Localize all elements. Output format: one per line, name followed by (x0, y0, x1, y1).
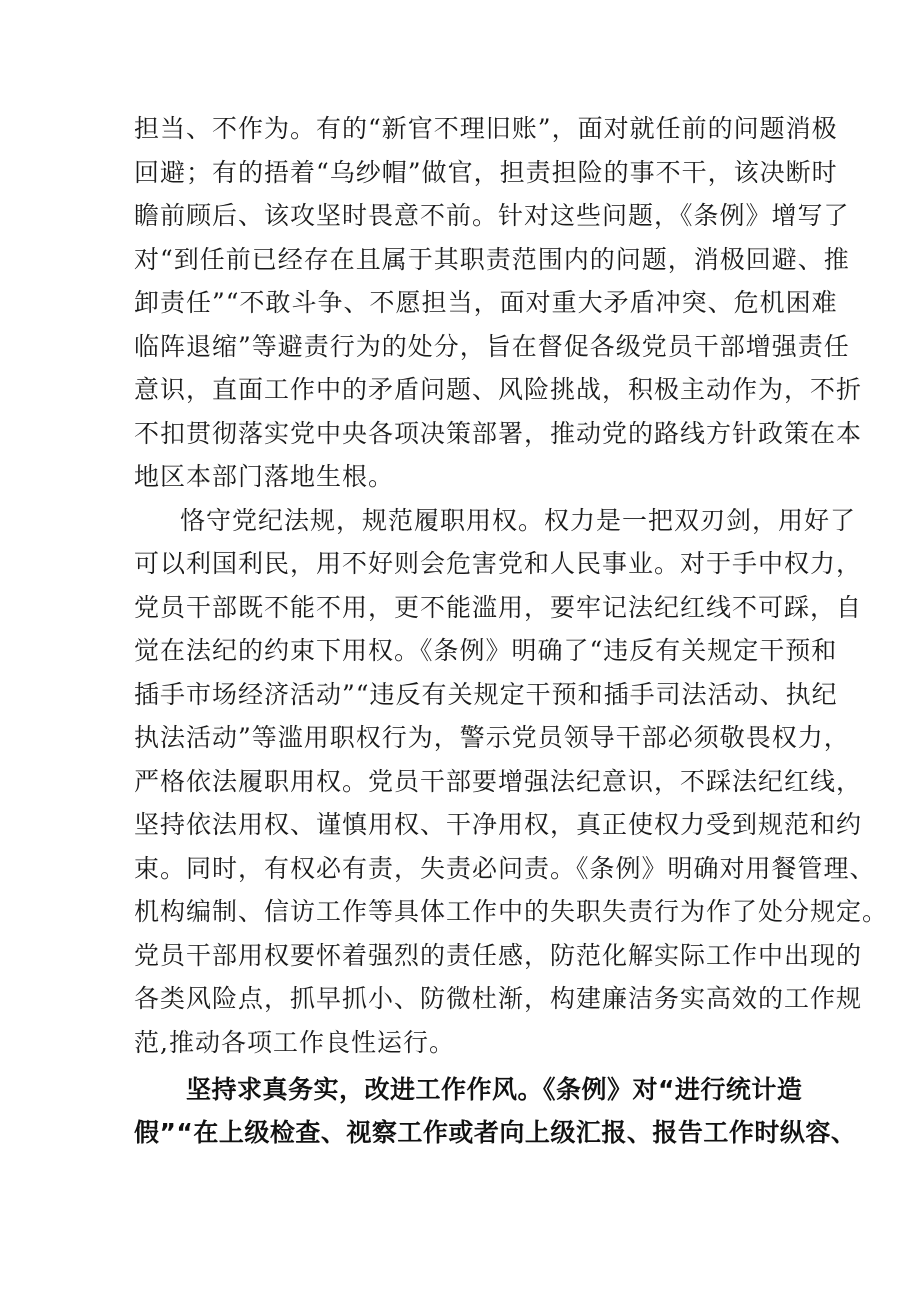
paragraph-3-line-2: 假”“在上级检查、视察工作或者向上级汇报、报告工作时纵容、 (134, 1118, 857, 1147)
paragraph-2-line-1: 恪守党纪法规，规范履职用权。权力是一把双刃剑，用好了 (180, 506, 857, 535)
paragraph-2-line-4: 觉在法纪的约束下用权。《条例》明确了“违反有关规定干预和 (134, 636, 838, 665)
paragraph-1-line-7: 意识，直面工作中的矛盾问题、风险挑战，积极主动作为，不折 (134, 375, 863, 404)
paragraph-1-line-2: 回避；有的捂着“乌纱帽”做官，担责担险的事不干，该决断时 (134, 158, 838, 187)
paragraph-1-line-1: 担当、不作为。有的“新官不理旧账”，面对就任前的问题消极 (134, 114, 838, 143)
paragraph-2-line-8: 坚持依法用权、谨慎用权、干净用权，真正使权力受到规范和约 (134, 810, 863, 839)
paragraph-2-line-13: 范,推动各项工作良性运行。 (134, 1028, 455, 1057)
paragraph-1-line-6: 临阵退缩”等避责行为的处分，旨在督促各级党员干部增强责任 (134, 332, 850, 361)
paragraph-1-line-5: 卸责任”“不敢斗争、不愿担当，面对重大矛盾冲突、危机困难 (134, 288, 838, 317)
paragraph-2-line-12: 各类风险点，抓早抓小、防微杜渐，构建廉洁务实高效的工作规 (134, 984, 863, 1013)
paragraph-1-line-3: 瞻前顾后、该攻坚时畏意不前。针对这些问题，《条例》增写了 (134, 201, 850, 230)
paragraph-1-line-4: 对“到任前已经存在且属于其职责范围内的问题，消极回避、推 (134, 245, 850, 274)
paragraph-2-line-6: 执法活动”等滥用职权行为，警示党员领导干部必须敬畏权力， (134, 723, 850, 752)
paragraph-2-line-11: 党员干部用权要怀着强烈的责任感，防范化解实际工作中出现的 (134, 941, 863, 970)
paragraph-2-line-5: 插手市场经济活动”“违反有关规定干预和插手司法活动、执纪 (134, 680, 838, 709)
paragraph-3-line-1: 坚持求真务实，改进工作作风。《条例》对“进行统计造 (186, 1075, 803, 1104)
paragraph-2-line-3: 党员干部既不能不用，更不能滥用，要牢记法纪红线不可踩，自 (134, 593, 863, 622)
paragraph-2-line-2: 可以利国利民，用不好则会危害党和人民事业。对于手中权力， (134, 549, 863, 578)
paragraph-2-line-10: 机构编制、信访工作等具体工作中的失职失责行为作了处分规定。 (134, 897, 889, 926)
paragraph-2-line-9: 束。同时，有权必有责，失责必问责。《条例》明确对用餐管理、 (134, 854, 876, 883)
paragraph-1-line-9: 地区本部门落地生根。 (134, 462, 395, 491)
paragraph-2-line-7: 严格依法履职用权。党员干部要增强法纪意识，不踩法纪红线， (134, 767, 863, 796)
paragraph-1-line-8: 不扣贯彻落实党中央各项决策部署，推动党的路线方针政策在本 (134, 419, 863, 448)
